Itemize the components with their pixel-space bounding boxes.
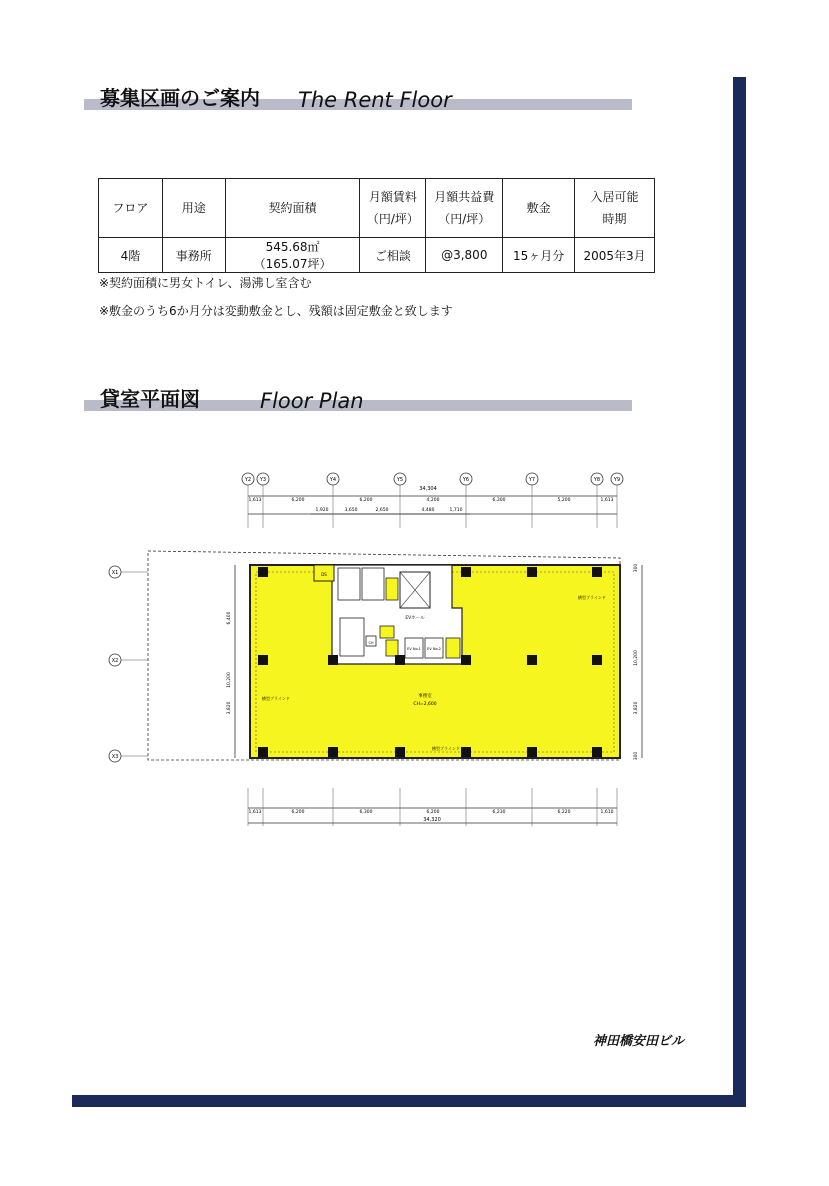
bottom-dim-label: 1,610 — [600, 810, 614, 815]
grid-label: X1 — [111, 570, 119, 576]
ev-no2-label: EV No.2 — [427, 647, 441, 651]
note-contract-area: ※契約面積に男女トイレ、湯沸し室含む — [99, 276, 312, 290]
toilet-room — [338, 568, 360, 600]
ev-hall-label: EVホール — [405, 616, 425, 621]
header-movein — [575, 179, 655, 238]
column — [328, 747, 338, 757]
ch-label: CH — [368, 641, 374, 645]
top-total-dim: 34,304 — [419, 486, 437, 492]
cell-floor: 4階 — [99, 238, 163, 273]
cell-area-tsubo: （165.07坪） — [253, 257, 332, 271]
blind-label-left: 横型ブラインド — [262, 696, 290, 701]
core-dim-label: 2,650 — [375, 508, 389, 513]
stair-room — [340, 618, 364, 656]
cell-deposit: 15ヶ月分 — [503, 238, 575, 273]
rent-floor-heading-jp: 募集区画のご案内 — [100, 86, 260, 110]
ps-room-2 — [446, 638, 460, 658]
core-dim-label: 3,650 — [344, 508, 358, 513]
page-frame-right — [733, 77, 746, 1107]
note-deposit: ※敷金のうち6か月分は変動敷金とし、残額は固定敷金と致します — [99, 304, 453, 318]
grid-label: Y6 — [462, 477, 470, 483]
left-dim-label: 3,820 — [227, 701, 232, 715]
page-frame-bottom — [72, 1095, 746, 1107]
room-label: 事務室 — [418, 694, 432, 699]
top-dim-label: 6,300 — [492, 498, 506, 503]
top-dim-label: 4,200 — [426, 498, 440, 503]
cell-movein: 2005年3月 — [575, 238, 655, 273]
building-name: 神田橋安田ビル — [593, 1034, 685, 1049]
bottom-dim-label: 1,613 — [248, 810, 262, 815]
cell-common-fee: @3,800 — [426, 238, 503, 273]
table-row — [99, 238, 655, 273]
rent-table-header-row — [99, 179, 655, 238]
header-common-line1: 月額共益費 — [434, 190, 495, 204]
floor-plan-heading-jp: 貸室平面図 — [100, 387, 200, 411]
bottom-dim-label: 6,300 — [359, 810, 373, 815]
grid-label: Y4 — [329, 477, 337, 483]
cell-rent: ご相談 — [360, 238, 426, 273]
header-common-fee — [426, 179, 503, 238]
column — [527, 567, 537, 577]
toilet-room-2 — [362, 568, 384, 600]
column — [328, 655, 338, 665]
column — [592, 747, 602, 757]
rent-floor-heading-en: The Rent Floor — [298, 88, 452, 112]
grid-label: Y5 — [396, 477, 404, 483]
column — [258, 655, 268, 665]
grid-label: X3 — [111, 754, 119, 760]
ev-no1-label: EV No.1 — [407, 647, 421, 651]
header-area: 契約面積 — [225, 179, 360, 238]
header-movein-line2: 時期 — [602, 212, 627, 226]
core-dim-label: 1,920 — [315, 508, 329, 513]
header-floor: フロア — [99, 179, 163, 238]
core-dimension-labels — [316, 507, 463, 513]
header-common-line2: （円/坪） — [438, 212, 491, 226]
blind-label-right: 横型ブラインド — [578, 595, 606, 600]
ds-room-2 — [386, 640, 398, 656]
header-use: 用途 — [162, 179, 225, 238]
cell-area — [225, 238, 360, 273]
left-dimension-labels — [226, 611, 232, 714]
bottom-dim-label: 6,200 — [426, 810, 440, 815]
column — [527, 747, 537, 757]
core-dim-label: 1,710 — [449, 508, 463, 513]
grid-label: Y7 — [528, 477, 536, 483]
grid-label: Y9 — [613, 477, 621, 483]
floor-plan-heading — [84, 383, 634, 411]
rent-floor-heading — [84, 82, 634, 110]
column — [461, 747, 471, 757]
column — [461, 567, 471, 577]
grid-label: Y8 — [593, 477, 601, 483]
rent-table — [98, 178, 655, 273]
grid-label: Y2 — [244, 477, 252, 483]
column — [592, 567, 602, 577]
top-dim-label: 1,613 — [248, 498, 262, 503]
top-dim-label: 6,200 — [291, 498, 305, 503]
right-dim-label: 300 — [634, 751, 639, 761]
grid-side-labels — [109, 566, 148, 762]
right-dim-label: 10,200 — [634, 650, 639, 666]
top-dim-label: 5,200 — [557, 498, 571, 503]
top-dimension-labels — [249, 497, 614, 503]
column — [395, 655, 405, 665]
right-dim-label: 3,820 — [634, 701, 639, 715]
column — [461, 655, 471, 665]
ds-label: DS — [321, 572, 327, 577]
header-rent-line1: 月額賃料 — [368, 190, 417, 204]
header-movein-line1: 入居可能 — [590, 190, 639, 204]
header-rent — [360, 179, 426, 238]
floor-plan-heading-en: Floor Plan — [260, 389, 364, 413]
left-dim-label: 10,200 — [227, 672, 232, 688]
right-dimension-labels — [633, 564, 639, 761]
bottom-dim-label: 6,230 — [492, 810, 506, 815]
column — [592, 655, 602, 665]
blind-label-bottom: 横型ブラインド — [432, 746, 460, 751]
top-dim-label: 1,613 — [600, 498, 614, 503]
floor-plan-drawing — [100, 468, 660, 828]
left-dim-label: 6,400 — [227, 611, 232, 625]
header-deposit: 敷金 — [503, 179, 575, 238]
header-rent-line2: （円/坪） — [366, 212, 419, 226]
grid-label: X2 — [111, 658, 119, 664]
column — [258, 567, 268, 577]
ps-room — [386, 578, 398, 600]
cell-use: 事務所 — [162, 238, 225, 273]
kitchen-room — [380, 626, 394, 638]
column — [527, 655, 537, 665]
bottom-dim-label: 6,200 — [291, 810, 305, 815]
column — [395, 747, 405, 757]
top-dim-label: 6,200 — [359, 498, 373, 503]
bottom-dim-label: 6,220 — [557, 810, 571, 815]
grid-label: Y3 — [259, 477, 267, 483]
ceiling-height-label: CH=2,600 — [413, 702, 437, 707]
column — [258, 747, 268, 757]
bottom-total-dim: 34,320 — [423, 817, 441, 823]
core-dim-label: 4,480 — [421, 508, 435, 513]
cell-area-m2: 545.68㎡ — [265, 240, 320, 254]
right-dim-label: 300 — [634, 563, 639, 573]
